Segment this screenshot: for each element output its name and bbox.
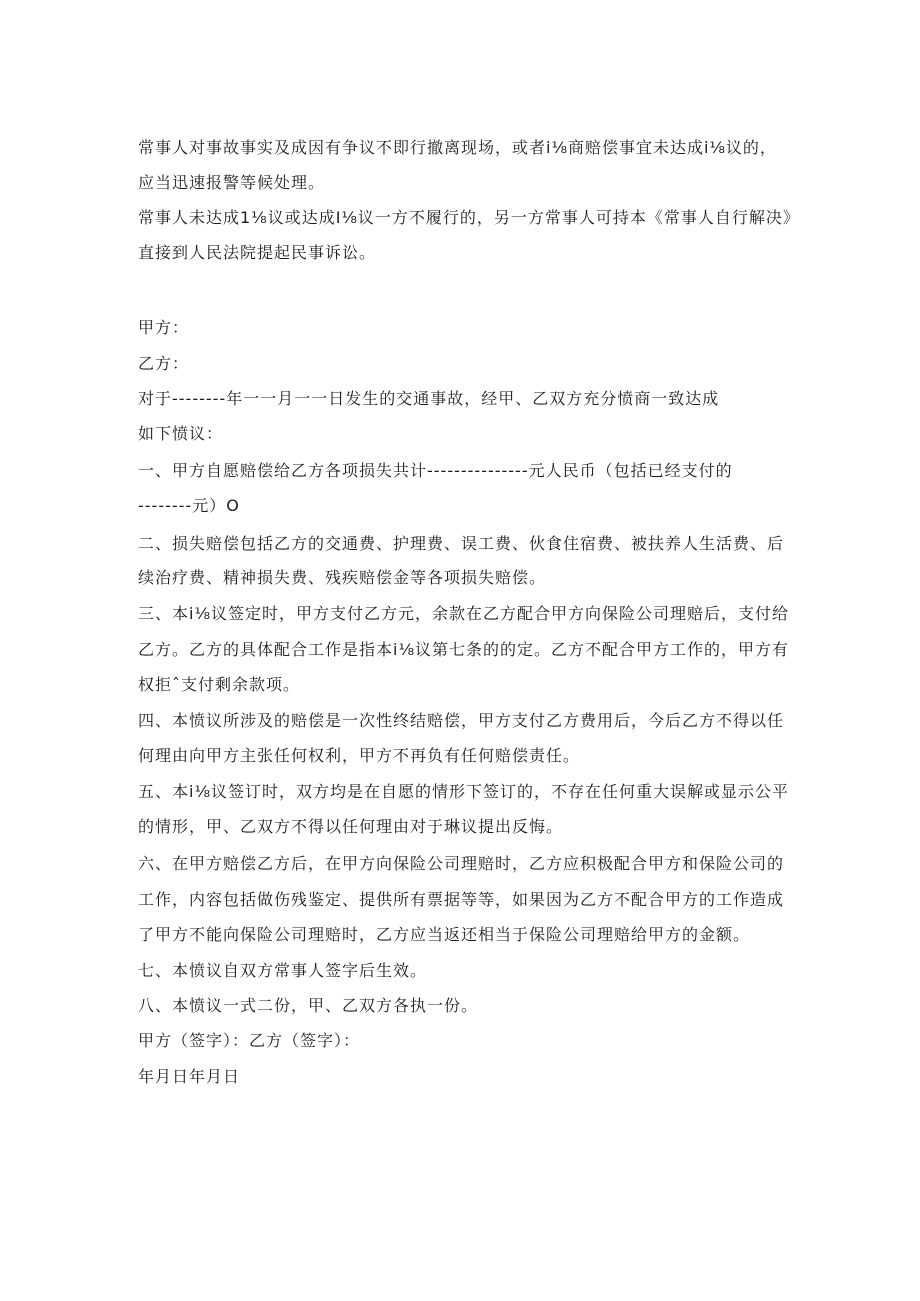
party-b-label: 乙方：	[138, 354, 190, 373]
clause-line: 六、在甲方赔偿乙方后，在甲方向保险公司理赔时，乙方应积极配合甲方和保险公司的	[138, 854, 785, 873]
clause-line: 五、本i⅛议签订时，双方均是在自愿的情形下签订的，不存在任何重大误解或显示公平	[138, 782, 789, 801]
clause-line: 续治疗费、精神损失费、残疾赔偿金等各项损失赔偿。	[138, 568, 547, 587]
clause-line: 何理由向甲方主张任何权利，甲方不再负有任何赔偿责任。	[138, 746, 581, 765]
clause-line: 八、本愤议一式二份，甲、乙双方各执一份。	[138, 996, 479, 1015]
clause-line: --------元）O	[138, 496, 240, 515]
clause-line: 了甲方不能向保险公司理赔时，乙方应当返还相当于保险公司理赔给甲方的金额。	[138, 925, 751, 944]
paragraph-line: 如下愤议：	[138, 424, 224, 443]
paragraph-line: 常事人未达成1⅛议或达成I⅛议一方不履行的，另一方常事人可持本《常事人自行解决》	[138, 208, 800, 227]
party-a-label: 甲方：	[138, 318, 190, 337]
paragraph-line: 应当迅速报警等候处理。	[138, 173, 326, 192]
paragraph-line: 常事人对事故事实及成因有争议不即行撤离现场，或者i⅛商赔偿事宜未达成i⅛议的，	[138, 138, 777, 157]
clause-line: 一、甲方自愿赔偿给乙方各项损失共计---------------元人民币（包括已经支付的	[138, 461, 733, 480]
clause-line: 乙方。乙方的具体配合工作是指本i⅛议第七条的的定。乙方不配合甲方工作的，甲方有	[138, 640, 789, 659]
clause-line: 四、本愤议所涉及的赔偿是一次性终结赔偿，甲方支付乙方费用后，今后乙方不得以任	[138, 711, 785, 730]
paragraph-line: 直接到人民法院提起民事诉讼。	[138, 243, 377, 262]
clause-line: 权拒ˆ支付剩余款项。	[138, 675, 301, 694]
clause-line: 七、本愤议自双方常事人签字后生效。	[138, 961, 428, 980]
clause-line: 的情形，甲、乙双方不得以任何理由对于琳议提出反悔。	[138, 817, 564, 836]
paragraph-line: 对于--------年一一月一一日发生的交通事故，经甲、乙双方充分愤商一致达成	[138, 389, 720, 408]
clause-line: 二、损失赔偿包括乙方的交通费、护理费、误工费、伙食住宿费、被扶养人生活费、后	[138, 534, 785, 553]
signature-line: 甲方（签字）：乙方（签字）：	[138, 1031, 361, 1050]
clause-line: 工作，内容包括做伤残鉴定、提供所有票据等等，如果因为乙方不配合甲方的工作造成	[138, 890, 785, 909]
date-line: 年月日年月日	[138, 1067, 241, 1086]
clause-line: 三、本i⅛议签定时，甲方支付乙方元，余款在乙方配合甲方向保险公司理赔后，支付给	[138, 604, 789, 623]
